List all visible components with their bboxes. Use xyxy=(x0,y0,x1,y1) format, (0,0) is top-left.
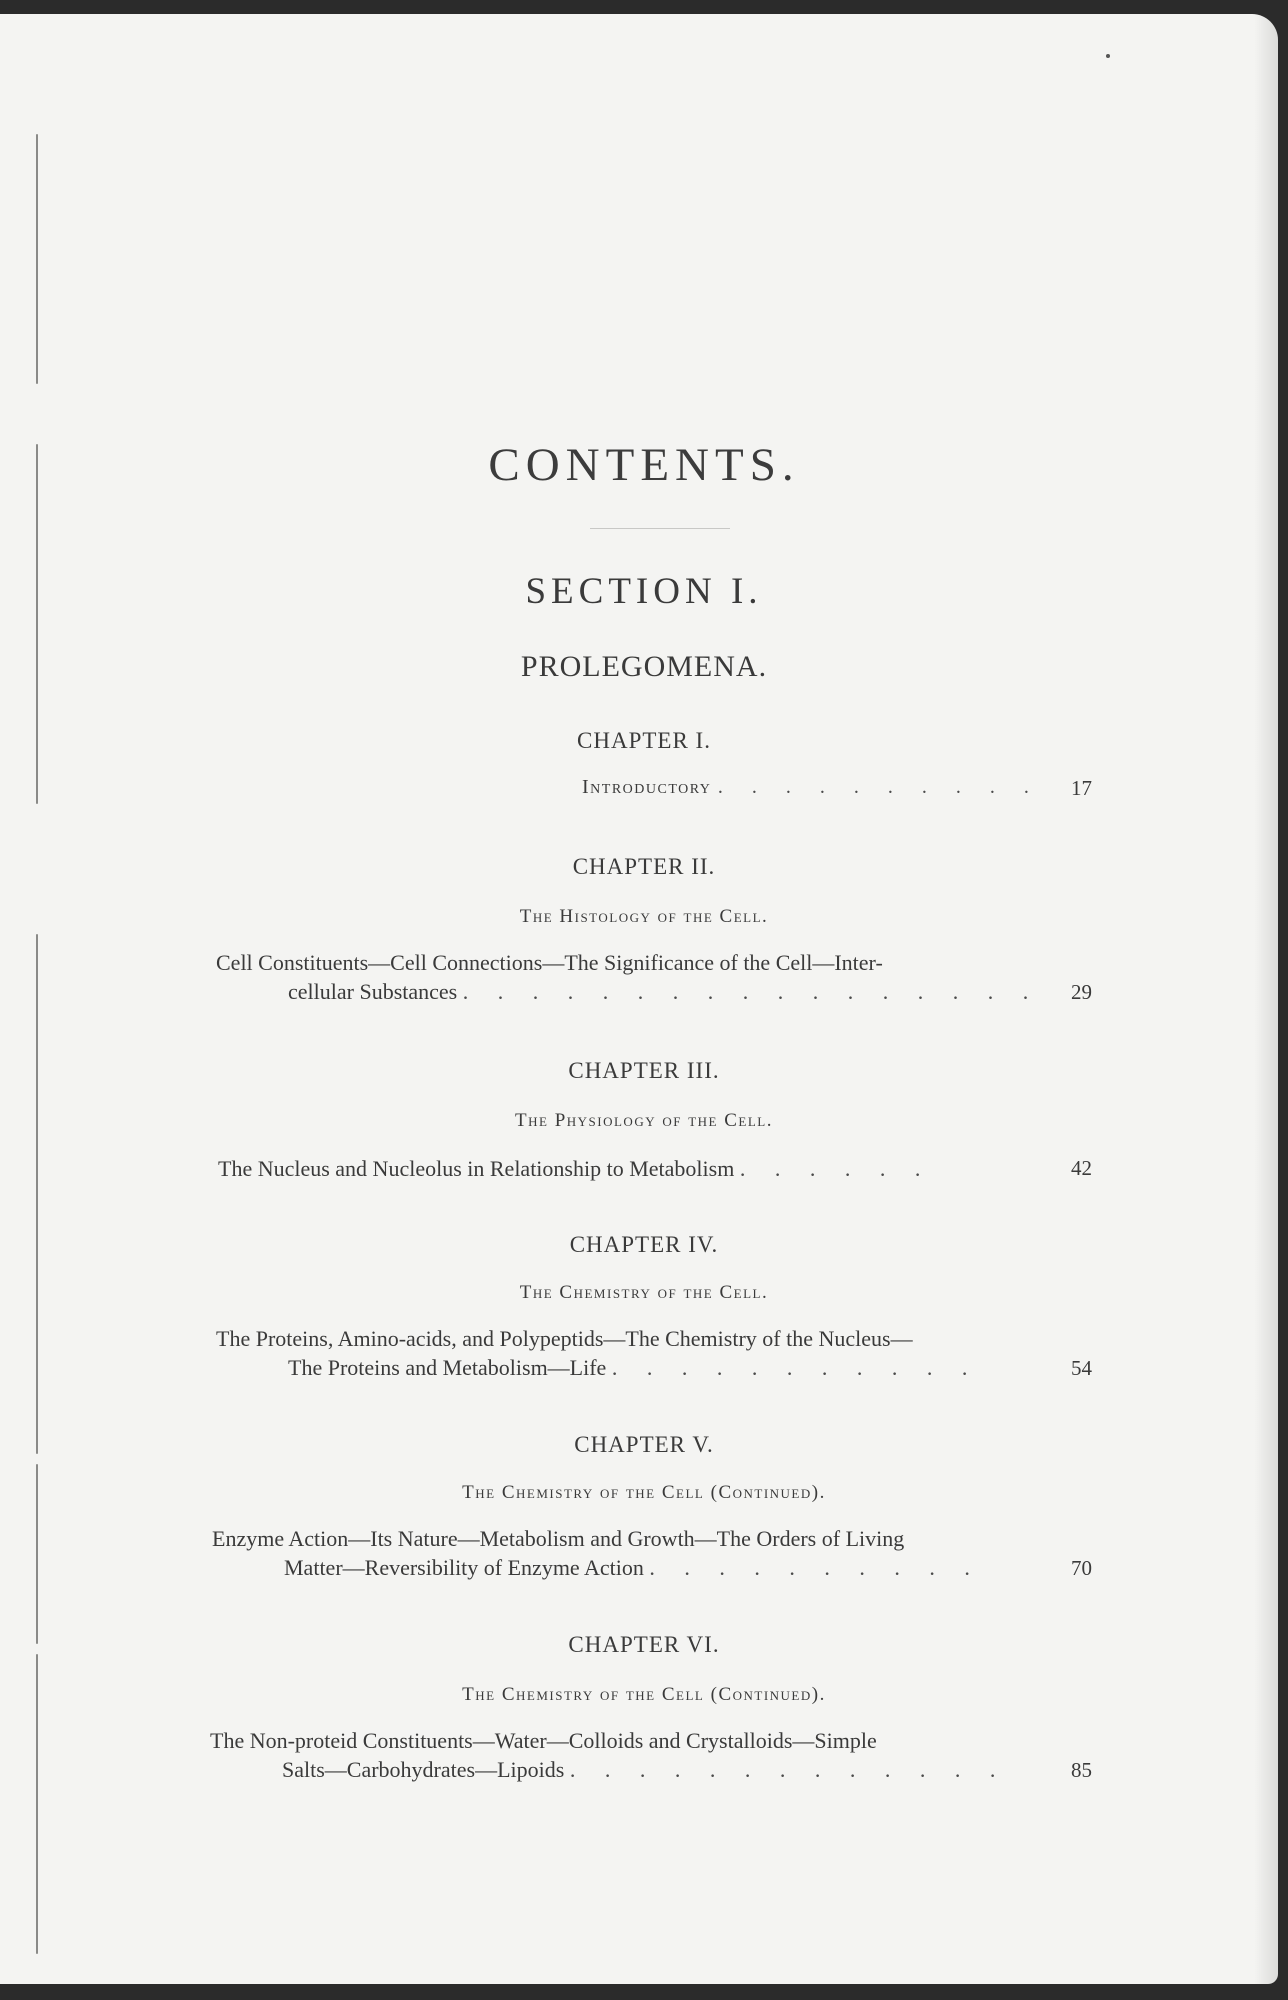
toc-entry xyxy=(582,776,1041,799)
book-page xyxy=(0,14,1278,1984)
chapter-subtitle: The Chemistry of the Cell. xyxy=(519,1282,769,1303)
section-subtitle: PROLEGOMENA. xyxy=(520,650,768,683)
entry-line: The Proteins, Amino-acids, and Polypeptids—The Chemistry of the Nucleus— xyxy=(216,1326,913,1351)
entry-line: cellular Substances . . . . . . . . . . . . . . . . . xyxy=(288,979,1041,1004)
dot-leaders: . . . . . . . . . . . . . xyxy=(569,1757,1008,1782)
chapter-heading: CHAPTER III. xyxy=(568,1058,720,1083)
chapter-heading: CHAPTER I. xyxy=(577,728,711,753)
entry-line: Matter—Reversibility of Enzyme Action . . . . . . . . . . xyxy=(284,1555,982,1580)
page-number: 42 xyxy=(1071,1156,1092,1180)
page-number: 70 xyxy=(1071,1556,1092,1580)
dot-leaders: . . . . . . . . . . xyxy=(649,1555,982,1580)
chapter-subtitle: The Chemistry of the Cell (Continued). xyxy=(462,1684,826,1705)
dot-leaders: . . . . . . . . . . . . . . . . . xyxy=(462,979,1041,1004)
toc-entry xyxy=(210,1726,1007,1784)
chapter-subtitle: The Physiology of the Cell. xyxy=(515,1110,773,1131)
entry-line: The Proteins and Metabolism—Life . . . . . . . . . . . xyxy=(288,1355,980,1380)
title-rule xyxy=(590,528,730,529)
entry-line: Enzyme Action—Its Nature—Metabolism and Growth—The Orders of Living xyxy=(212,1526,905,1551)
speck xyxy=(1106,54,1110,58)
page-number: 54 xyxy=(1071,1356,1092,1380)
chapter-subtitle: The Chemistry of the Cell (Continued). xyxy=(462,1482,826,1503)
dot-leaders: . . . . . . xyxy=(739,1156,933,1181)
page-title: CONTENTS. xyxy=(488,439,800,491)
entry-line: Salts—Carbohydrates—Lipoids . . . . . . . . . . . . . xyxy=(282,1757,1008,1782)
chapter-subtitle: Introductory xyxy=(582,776,712,798)
toc-entry xyxy=(216,948,1040,1006)
toc-entry xyxy=(216,1324,979,1382)
entry-line: The Non-proteid Constituents—Water—Colloids and Crystalloids—Simple xyxy=(210,1728,877,1753)
toc-entry xyxy=(212,1524,982,1582)
chapter-heading: CHAPTER V. xyxy=(574,1432,714,1457)
entry-line: Cell Constituents—Cell Connections—The Significance of the Cell—Inter- xyxy=(216,950,883,975)
dot-leaders: . . . . . . . . . . xyxy=(717,776,1041,798)
chapter-heading: CHAPTER II. xyxy=(572,854,716,879)
section-heading: SECTION I. xyxy=(525,571,763,612)
toc-entry xyxy=(218,1154,932,1183)
page-number: 29 xyxy=(1071,980,1092,1004)
chapter-subtitle: The Histology of the Cell. xyxy=(519,906,769,927)
page-number: 17 xyxy=(1071,776,1092,800)
page-number: 85 xyxy=(1071,1758,1092,1782)
dot-leaders: . . . . . . . . . . . xyxy=(611,1355,980,1380)
entry-line: The Nucleus and Nucleolus in Relationship to Metabolism . . . . . . xyxy=(218,1156,933,1181)
chapter-heading: CHAPTER VI. xyxy=(568,1632,720,1657)
chapter-heading: CHAPTER IV. xyxy=(569,1232,719,1257)
